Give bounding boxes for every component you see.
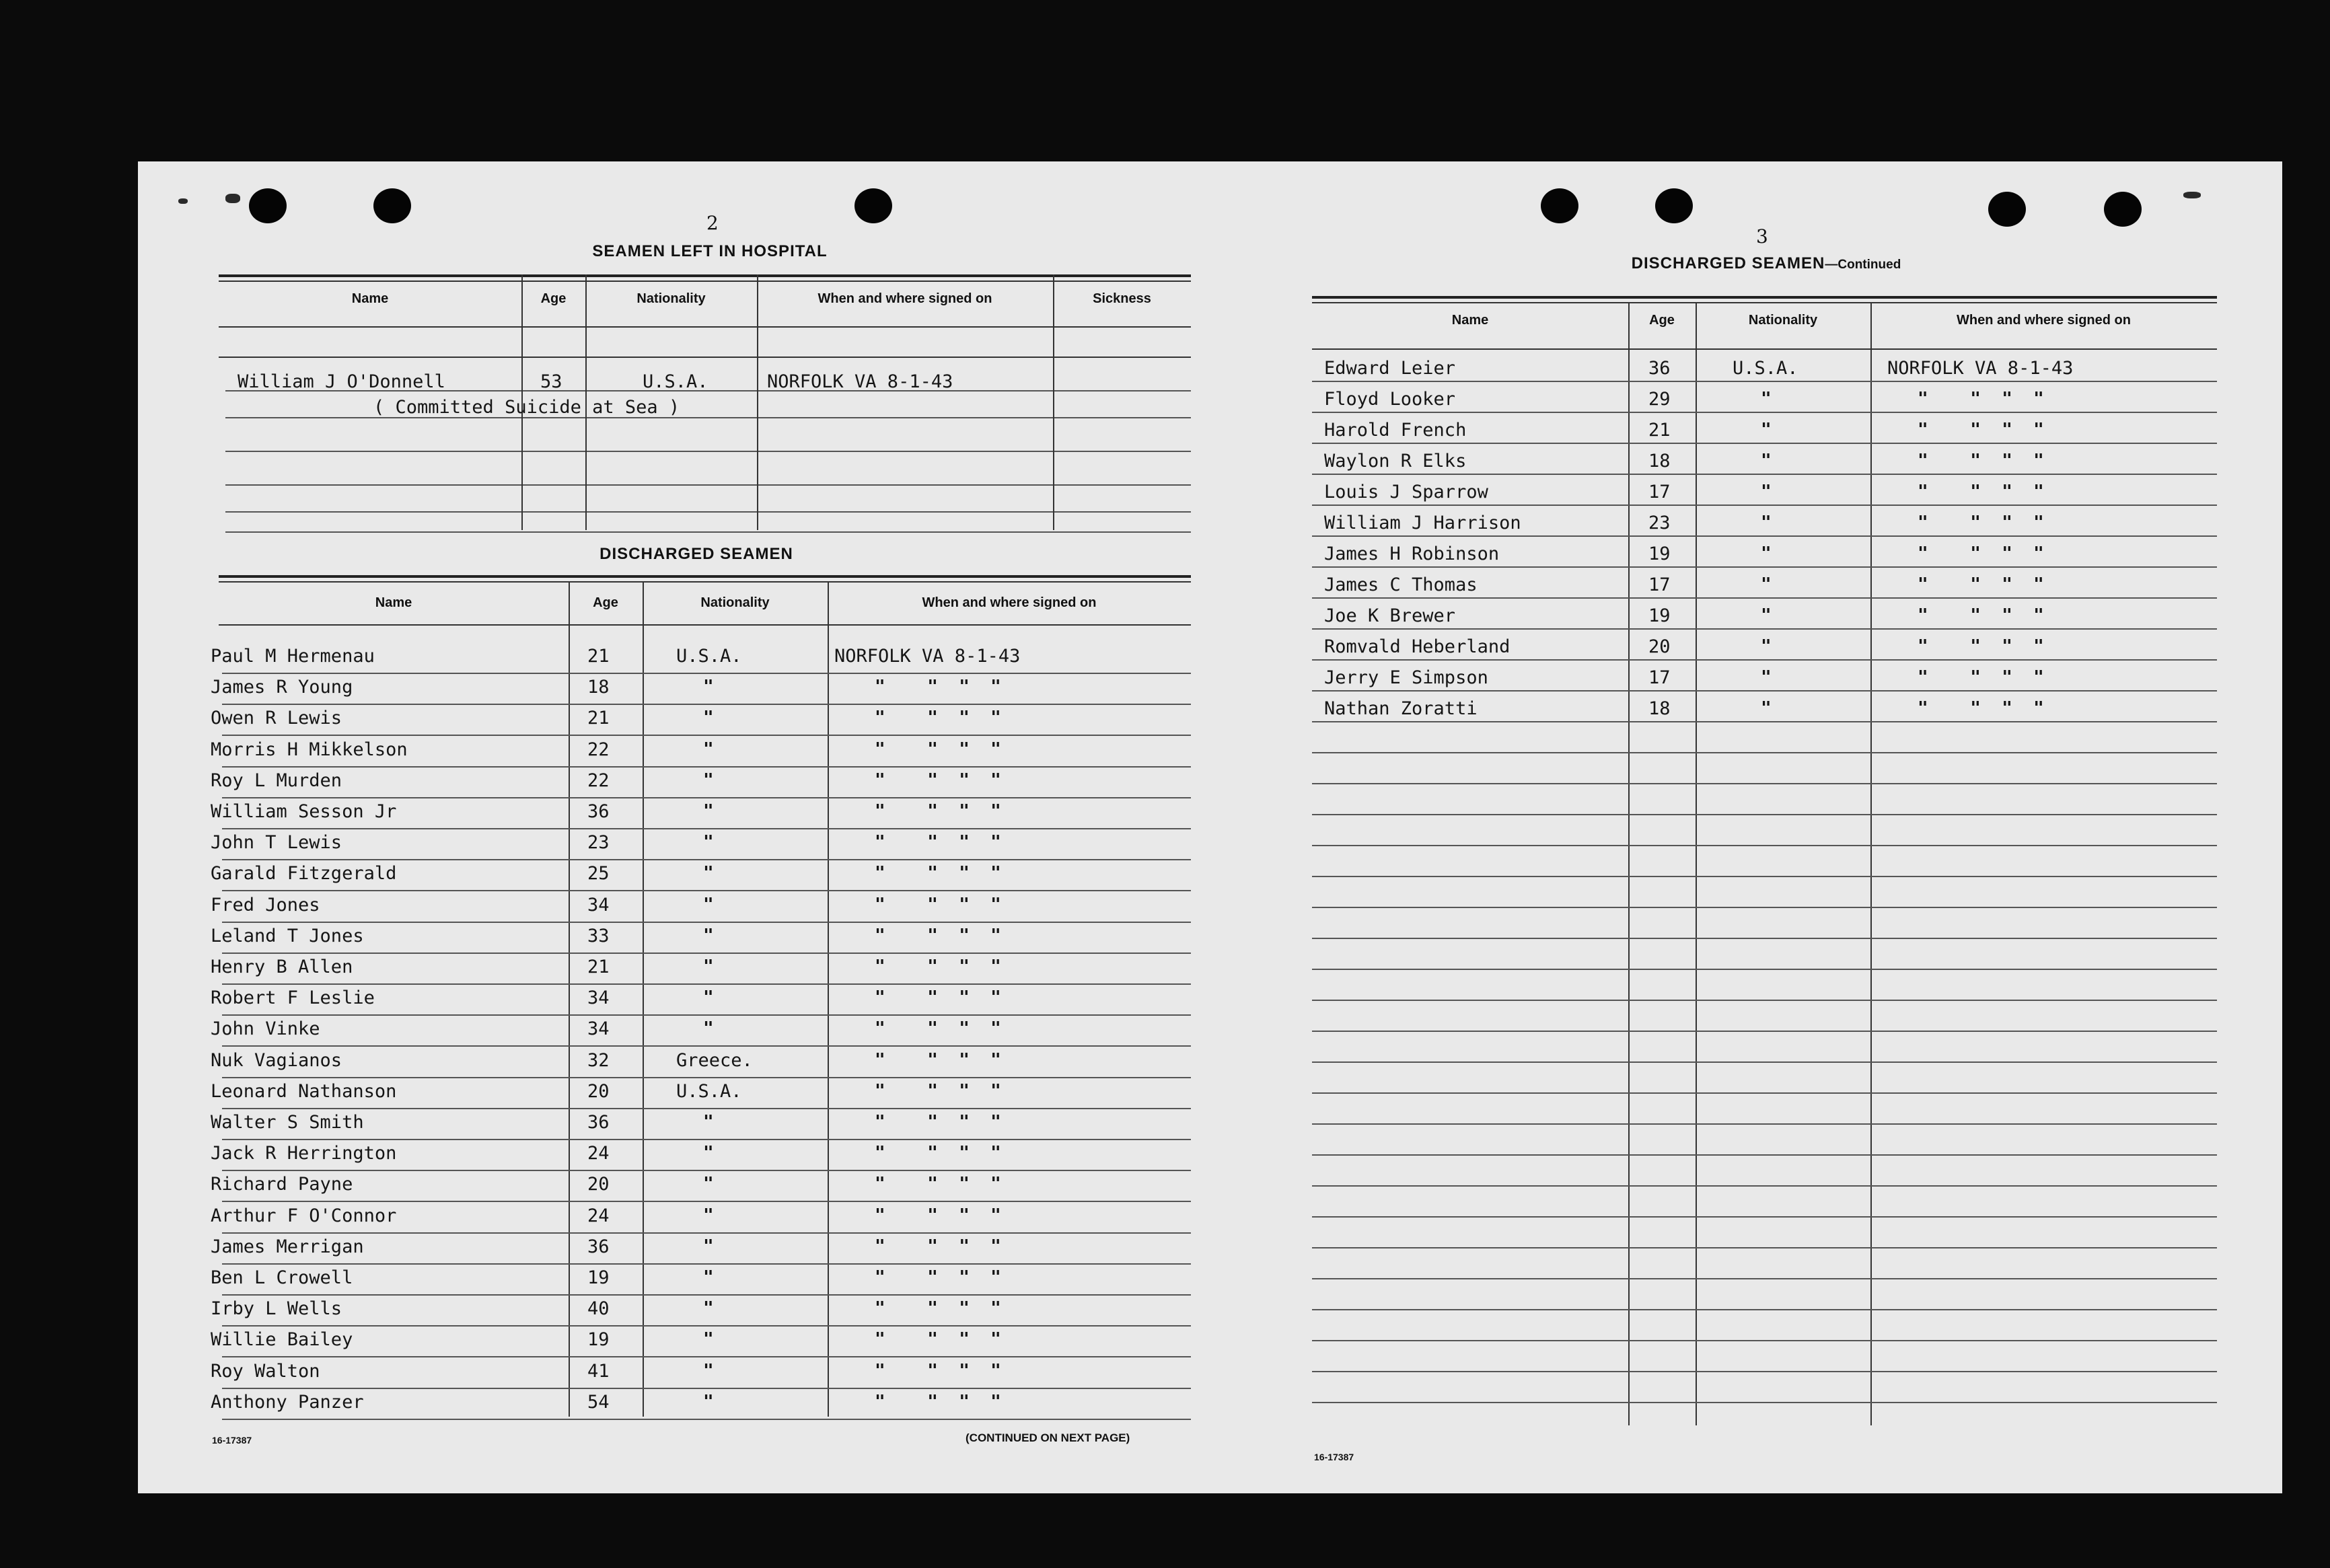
table-row-rule — [222, 922, 1191, 923]
seaman-signed-on: " " " " — [875, 1174, 1001, 1194]
seaman-age: 21 — [587, 646, 610, 667]
table-rule — [219, 581, 1191, 583]
table-row-rule — [1312, 1154, 2217, 1156]
right-page — [1255, 161, 2282, 1493]
table-row-rule — [222, 890, 1191, 891]
table-column-rule — [569, 581, 570, 1417]
seaman-nationality: " — [1761, 544, 1772, 564]
seaman-nationality: " — [703, 957, 714, 977]
seaman-signed-on: " " " " — [875, 1050, 1001, 1070]
scan-smudge — [2183, 192, 2201, 198]
table-row-rule — [1312, 1000, 2217, 1001]
seaman-nationality: " — [703, 1361, 714, 1381]
hospital-signed-on: NORFOLK VA 8-1-43 — [767, 371, 953, 392]
seaman-age: 24 — [587, 1143, 610, 1164]
header-age: Age — [1649, 313, 1675, 328]
table-row-rule — [1312, 814, 2217, 815]
seaman-age: 21 — [587, 708, 610, 729]
seaman-signed-on: " " " " — [875, 739, 1001, 759]
table-rule — [219, 274, 1191, 277]
table-row-rule — [222, 1356, 1191, 1357]
seaman-name: Irby L Wells — [211, 1298, 342, 1319]
seaman-signed-on: " " " " — [875, 708, 1001, 728]
table-row-rule — [222, 859, 1191, 860]
table-row-rule — [1312, 752, 2217, 753]
seaman-nationality: " — [703, 1205, 714, 1226]
seaman-age: 19 — [1648, 544, 1671, 564]
seaman-nationality: " — [703, 1298, 714, 1318]
seaman-name: Edward Leier — [1324, 358, 1456, 379]
seaman-age: 21 — [1648, 420, 1671, 441]
seaman-nationality: " — [1761, 420, 1772, 440]
seaman-age: 17 — [1648, 667, 1671, 688]
seaman-signed-on: " " " " — [1918, 574, 2044, 595]
table-row-rule — [222, 673, 1191, 674]
table-row-rule — [1312, 474, 2217, 475]
table-row-rule — [225, 451, 1191, 452]
hospital-note: ( Committed Suicide at Sea ) — [373, 397, 680, 418]
seaman-nationality: " — [703, 1174, 714, 1194]
seaman-age: 18 — [1648, 698, 1671, 719]
seaman-age: 34 — [587, 987, 610, 1008]
table-row-rule — [222, 1077, 1191, 1078]
table-row-rule — [1312, 1402, 2217, 1403]
table-row-rule — [222, 1014, 1191, 1016]
seaman-nationality: " — [1761, 574, 1772, 595]
seaman-age: 36 — [587, 1236, 610, 1257]
seaman-name: Louis J Sparrow — [1324, 482, 1488, 502]
seaman-name: John Vinke — [211, 1018, 320, 1039]
seaman-nationality: U.S.A. — [676, 646, 742, 667]
header-age: Age — [593, 595, 618, 610]
table-row-rule — [222, 983, 1191, 985]
seaman-nationality: Greece. — [676, 1050, 753, 1071]
table-row-rule — [225, 484, 1191, 486]
table-row-rule — [1312, 1123, 2217, 1125]
table-row-rule — [1312, 1185, 2217, 1187]
table-row-rule — [222, 1419, 1191, 1420]
table-row-rule — [1312, 1371, 2217, 1372]
hospital-section-title: SEAMEN LEFT IN HOSPITAL — [592, 242, 828, 260]
table-row-rule — [225, 511, 1191, 513]
table-row-rule — [1312, 1031, 2217, 1032]
seaman-age: 40 — [587, 1298, 610, 1319]
seaman-age: 33 — [587, 926, 610, 946]
seaman-name: Anthony Panzer — [211, 1392, 364, 1413]
seaman-signed-on: " " " " — [1918, 636, 2044, 657]
seaman-name: Romvald Heberland — [1324, 636, 1510, 657]
seaman-signed-on: NORFOLK VA 8-1-43 — [1887, 358, 2074, 379]
seaman-nationality: " — [703, 1236, 714, 1257]
seaman-age: 41 — [587, 1361, 610, 1382]
seaman-age: 18 — [1648, 451, 1671, 472]
seaman-age: 36 — [587, 1112, 610, 1133]
seaman-age: 23 — [1648, 513, 1671, 533]
table-row-rule — [1312, 907, 2217, 908]
table-rule — [219, 624, 1191, 626]
table-rule — [1312, 348, 2217, 350]
table-column-rule — [1870, 302, 1872, 1425]
table-row-rule — [1312, 1309, 2217, 1310]
table-rule — [1312, 302, 2217, 303]
seaman-age: 23 — [587, 832, 610, 853]
seaman-name: Garald Fitzgerald — [211, 863, 397, 884]
seaman-signed-on: " " " " — [875, 1361, 1001, 1381]
punch-hole — [1988, 192, 2026, 227]
punch-hole — [2104, 192, 2142, 227]
seaman-name: Owen R Lewis — [211, 708, 342, 729]
header-signed-on: When and where signed on — [1957, 313, 2131, 328]
table-row-rule — [1312, 505, 2217, 506]
seaman-age: 17 — [1648, 574, 1671, 595]
hospital-age: 53 — [540, 371, 562, 392]
seaman-nationality: " — [703, 1143, 714, 1163]
page-number: 2 — [706, 212, 719, 234]
seaman-age: 54 — [587, 1392, 610, 1413]
seaman-signed-on: " " " " — [875, 1018, 1001, 1039]
punch-hole — [1655, 188, 1693, 223]
table-row-rule — [1312, 443, 2217, 444]
seaman-name: Leonard Nathanson — [211, 1081, 397, 1102]
table-row-rule — [1312, 1092, 2217, 1094]
seaman-signed-on: " " " " — [1918, 605, 2044, 626]
seaman-age: 22 — [587, 770, 610, 791]
seaman-signed-on: " " " " — [875, 987, 1001, 1008]
seaman-nationality: " — [703, 770, 714, 790]
seaman-signed-on: " " " " — [1918, 698, 2044, 718]
seaman-nationality: " — [703, 739, 714, 759]
seaman-signed-on: " " " " — [875, 1081, 1001, 1101]
seaman-name: Ben L Crowell — [211, 1267, 353, 1288]
seaman-nationality: " — [703, 708, 714, 728]
table-row-rule — [222, 1045, 1191, 1047]
seaman-nationality: " — [703, 1392, 714, 1412]
left-page — [138, 161, 1255, 1493]
seaman-signed-on: " " " " — [1918, 420, 2044, 440]
table-row-rule — [222, 1263, 1191, 1265]
punch-hole — [249, 188, 287, 223]
seaman-name: Arthur F O'Connor — [211, 1205, 397, 1226]
table-row-rule — [1312, 628, 2217, 630]
hospital-name: William J O'Donnell — [238, 371, 445, 392]
seaman-signed-on: " " " " — [875, 1392, 1001, 1412]
seaman-nationality: " — [703, 677, 714, 697]
seaman-name: Waylon R Elks — [1324, 451, 1467, 472]
seaman-name: Joe K Brewer — [1324, 605, 1456, 626]
table-row-rule — [222, 953, 1191, 954]
seaman-age: 20 — [587, 1081, 610, 1102]
table-row-rule — [1312, 412, 2217, 413]
seaman-name: Leland T Jones — [211, 926, 364, 946]
seaman-nationality: " — [1761, 513, 1772, 533]
seaman-nationality: " — [703, 801, 714, 821]
table-column-rule — [1696, 302, 1697, 1425]
table-row-rule — [222, 735, 1191, 736]
table-row-rule — [1312, 721, 2217, 722]
table-row-rule — [225, 531, 1191, 533]
seaman-name: James R Young — [211, 677, 353, 698]
seaman-name: Richard Payne — [211, 1174, 353, 1195]
seaman-name: Jack R Herrington — [211, 1143, 397, 1164]
table-row-rule — [222, 1108, 1191, 1109]
header-nationality: Nationality — [636, 291, 706, 306]
scan-smudge — [178, 198, 188, 204]
seaman-age: 20 — [587, 1174, 610, 1195]
seaman-age: 25 — [587, 863, 610, 884]
header-sickness: Sickness — [1093, 291, 1151, 306]
table-row-rule — [1312, 659, 2217, 661]
seaman-nationality: " — [1761, 605, 1772, 626]
seaman-nationality: " — [703, 895, 714, 915]
table-row-rule — [1312, 690, 2217, 692]
form-number: 16-17387 — [212, 1435, 252, 1446]
seaman-age: 34 — [587, 1018, 610, 1039]
table-row-rule — [1312, 876, 2217, 877]
seaman-age: 20 — [1648, 636, 1671, 657]
seaman-signed-on: " " " " — [875, 863, 1001, 883]
seaman-nationality: " — [1761, 636, 1772, 657]
seaman-nationality: " — [1761, 698, 1772, 718]
seaman-age: 32 — [587, 1050, 610, 1071]
seaman-nationality: " — [703, 1018, 714, 1039]
table-row-rule — [1312, 1247, 2217, 1248]
seaman-signed-on: " " " " — [875, 770, 1001, 790]
seaman-age: 19 — [587, 1267, 610, 1288]
table-row-rule — [1312, 1061, 2217, 1063]
punch-hole — [1541, 188, 1578, 223]
seaman-nationality: " — [1761, 482, 1772, 502]
seaman-name: Harold French — [1324, 420, 1467, 441]
seaman-nationality: " — [1761, 667, 1772, 687]
seaman-signed-on: " " " " — [875, 677, 1001, 697]
seaman-name: John T Lewis — [211, 832, 342, 853]
seaman-nationality: " — [703, 987, 714, 1008]
seaman-signed-on: " " " " — [875, 1298, 1001, 1318]
table-row-rule — [222, 828, 1191, 829]
table-row-rule — [1312, 845, 2217, 846]
seaman-signed-on: " " " " — [875, 832, 1001, 852]
seaman-nationality: " — [1761, 389, 1772, 409]
seaman-nationality: " — [703, 832, 714, 852]
seaman-signed-on: " " " " — [875, 1267, 1001, 1287]
header-name: Name — [1451, 313, 1489, 328]
header-nationality: Nationality — [700, 595, 770, 610]
table-column-rule — [643, 581, 644, 1417]
table-column-rule — [1053, 274, 1054, 530]
table-row-rule — [1312, 1340, 2217, 1341]
seaman-signed-on: " " " " — [1918, 544, 2044, 564]
table-row-rule — [1312, 535, 2217, 537]
table-row-rule — [1312, 566, 2217, 568]
seaman-signed-on: " " " " — [1918, 513, 2044, 533]
discharged-section-title: DISCHARGED SEAMEN — [599, 545, 793, 563]
seaman-name: James Merrigan — [211, 1236, 364, 1257]
table-row-rule — [1312, 1278, 2217, 1279]
table-row-rule — [222, 704, 1191, 705]
table-row-rule — [222, 766, 1191, 768]
seaman-name: Roy L Murden — [211, 770, 342, 791]
table-row-rule — [222, 1232, 1191, 1234]
seaman-name: James H Robinson — [1324, 544, 1500, 564]
seaman-signed-on: " " " " — [875, 1205, 1001, 1226]
table-row-rule — [222, 1294, 1191, 1296]
table-row-rule — [1312, 381, 2217, 382]
seaman-signed-on: " " " " — [875, 957, 1001, 977]
header-signed-on: When and where signed on — [922, 595, 1097, 610]
seaman-signed-on: " " " " — [1918, 451, 2044, 471]
seaman-nationality: U.S.A. — [676, 1081, 742, 1102]
seaman-name: James C Thomas — [1324, 574, 1478, 595]
seaman-age: 22 — [587, 739, 610, 760]
seaman-age: 36 — [587, 801, 610, 822]
table-row-rule — [1312, 597, 2217, 599]
table-rule — [219, 281, 1191, 282]
seaman-name: Fred Jones — [211, 895, 320, 916]
seaman-name: Henry B Allen — [211, 957, 353, 977]
table-row-rule — [222, 1139, 1191, 1140]
seaman-age: 19 — [1648, 605, 1671, 626]
hospital-nationality: U.S.A. — [643, 371, 708, 392]
page-number: 3 — [1756, 225, 1768, 248]
seaman-name: Walter S Smith — [211, 1112, 364, 1133]
seaman-name: Willie Bailey — [211, 1329, 353, 1350]
seaman-nationality: " — [703, 1112, 714, 1132]
table-row-rule — [222, 797, 1191, 798]
table-row-rule — [1312, 969, 2217, 970]
seaman-age: 29 — [1648, 389, 1671, 410]
continued-section-title — [1591, 254, 1941, 273]
table-rule — [219, 575, 1191, 578]
seaman-name: Jerry E Simpson — [1324, 667, 1488, 688]
seaman-age: 21 — [587, 957, 610, 977]
seaman-signed-on: NORFOLK VA 8-1-43 — [834, 646, 1021, 667]
table-rule — [1312, 296, 2217, 299]
seaman-name: William Sesson Jr — [211, 801, 397, 822]
table-column-rule — [828, 581, 829, 1417]
seaman-age: 17 — [1648, 482, 1671, 502]
table-row-rule — [225, 417, 1191, 418]
seaman-name: Paul M Hermenau — [211, 646, 375, 667]
seaman-age: 19 — [587, 1329, 610, 1350]
seaman-age: 18 — [587, 677, 610, 698]
seaman-name: Robert F Leslie — [211, 987, 375, 1008]
table-row-rule — [222, 1388, 1191, 1389]
seaman-signed-on: " " " " — [875, 1236, 1001, 1257]
table-rule — [219, 326, 1191, 328]
section-title-text: DISCHARGED SEAMEN — [1631, 254, 1825, 272]
seaman-signed-on: " " " " — [1918, 482, 2044, 502]
seaman-signed-on: " " " " — [1918, 389, 2044, 409]
seaman-nationality: " — [703, 863, 714, 883]
seaman-name: William J Harrison — [1324, 513, 1521, 533]
seaman-nationality: " — [703, 1329, 714, 1349]
seaman-nationality: " — [1761, 451, 1772, 471]
seaman-nationality: " — [703, 926, 714, 946]
header-name: Name — [375, 595, 412, 610]
seaman-name: Roy Walton — [211, 1361, 320, 1382]
continued-note: (CONTINUED ON NEXT PAGE) — [966, 1431, 1130, 1444]
seaman-age: 24 — [587, 1205, 610, 1226]
table-row-rule — [1312, 1216, 2217, 1218]
seaman-nationality: U.S.A. — [1733, 358, 1798, 379]
table-column-rule — [757, 274, 758, 530]
punch-hole — [854, 188, 892, 223]
form-number: 16-17387 — [1314, 1452, 1354, 1462]
table-row-rule — [1312, 938, 2217, 939]
table-row-rule — [222, 1201, 1191, 1202]
header-name: Name — [351, 291, 389, 306]
header-nationality: Nationality — [1748, 313, 1818, 328]
seaman-nationality: " — [703, 1267, 714, 1287]
header-age: Age — [540, 291, 567, 306]
table-row-rule — [1312, 783, 2217, 784]
section-title-suffix: —Continued — [1825, 258, 1901, 272]
seaman-signed-on: " " " " — [875, 1112, 1001, 1132]
seaman-name: Floyd Looker — [1324, 389, 1456, 410]
seaman-signed-on: " " " " — [875, 1143, 1001, 1163]
seaman-signed-on: " " " " — [875, 801, 1001, 821]
header-signed-on: When and where signed on — [817, 291, 992, 306]
seaman-name: Nuk Vagianos — [211, 1050, 342, 1071]
table-rule — [219, 357, 1191, 358]
seaman-age: 36 — [1648, 358, 1671, 379]
seaman-signed-on: " " " " — [1918, 667, 2044, 687]
seaman-name: Morris H Mikkelson — [211, 739, 408, 760]
table-column-rule — [1628, 302, 1630, 1425]
table-row-rule — [222, 1325, 1191, 1327]
seaman-signed-on: " " " " — [875, 926, 1001, 946]
scan-smudge — [225, 194, 240, 203]
seaman-signed-on: " " " " — [875, 1329, 1001, 1349]
punch-hole — [373, 188, 411, 223]
seaman-signed-on: " " " " — [875, 895, 1001, 915]
table-row-rule — [222, 1170, 1191, 1171]
seaman-age: 34 — [587, 895, 610, 916]
seaman-name: Nathan Zoratti — [1324, 698, 1478, 719]
